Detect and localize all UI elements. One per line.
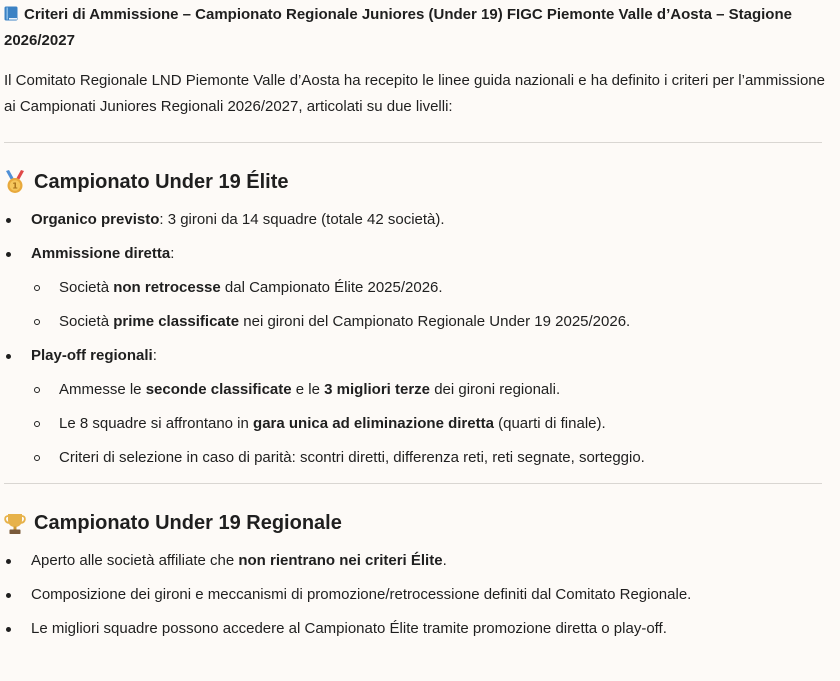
svg-text:1: 1 — [12, 181, 18, 191]
sub-list — [31, 277, 834, 333]
section-heading-elite-text: Campionato Under 19 Élite — [34, 171, 289, 193]
intro-paragraph: Il Comitato Regionale LND Piemonte Valle d’Aosta ha recepito le linee guida nazionali e ha definito i criteri per l’ammissione ai Campionati Juniores Regionali 2026/2027, articolati su due livelli: — [4, 72, 825, 115]
divider — [4, 483, 822, 484]
medal-icon — [4, 170, 26, 194]
list-item: Aperto alle società affiliate che non rientrano nei criteri Élite. — [4, 550, 834, 572]
list-item: Organico previsto: 3 gironi da 14 squadre (totale 42 società). — [4, 209, 834, 231]
sub-list-item: Società non retrocesse dal Campionato Élite 2025/2026. — [31, 277, 834, 299]
trophy-icon — [4, 511, 26, 535]
list-item: Composizione dei gironi e meccanismi di promozione/retrocessione definiti dal Comitato Regionale. — [4, 584, 834, 606]
document — [0, 2, 840, 640]
regionale-list — [4, 550, 834, 640]
list-item: Play-off regionali: Ammesse le seconde classificate e le 3 migliori terze dei gironi regionali. Le 8 squadre si affrontano in gara unica ad eliminazione diretta (quarti di finale). Criteri di selezione in caso di parità: scontri diretti, differenza reti, reti segnate, sorteggio. — [4, 345, 834, 469]
divider — [4, 142, 822, 143]
blue-book-icon — [4, 6, 18, 21]
section-heading-elite — [4, 167, 834, 197]
sub-list-item: Le 8 squadre si affrontano in gara unica ad eliminazione diretta (quarti di finale). — [31, 413, 834, 435]
list-item: Ammissione diretta: Società non retrocesse dal Campionato Élite 2025/2026. Società prime classificate nei gironi del Campionato Regionale Under 19 2025/2026. — [4, 243, 834, 333]
section-heading-regionale — [4, 508, 834, 538]
section-heading-regionale-text: Campionato Under 19 Regionale — [34, 512, 342, 534]
list-item: Le migliori squadre possono accedere al Campionato Élite tramite promozione diretta o play-off. — [4, 618, 834, 640]
title-text: Criteri di Ammissione – Campionato Regionale Juniores (Under 19) FIGC Piemonte Valle d’Aosta – Stagione 2026/2027 — [4, 6, 792, 49]
sub-list-item: Società prime classificate nei gironi del Campionato Regionale Under 19 2025/2026. — [31, 311, 834, 333]
sub-list-item: Criteri di selezione in caso di parità: scontri diretti, differenza reti, reti segnate, sorteggio. — [31, 447, 834, 469]
sub-list — [31, 379, 834, 469]
document-title — [4, 2, 834, 54]
sub-list-item: Ammesse le seconde classificate e le 3 migliori terze dei gironi regionali. — [31, 379, 834, 401]
elite-list — [4, 209, 834, 469]
